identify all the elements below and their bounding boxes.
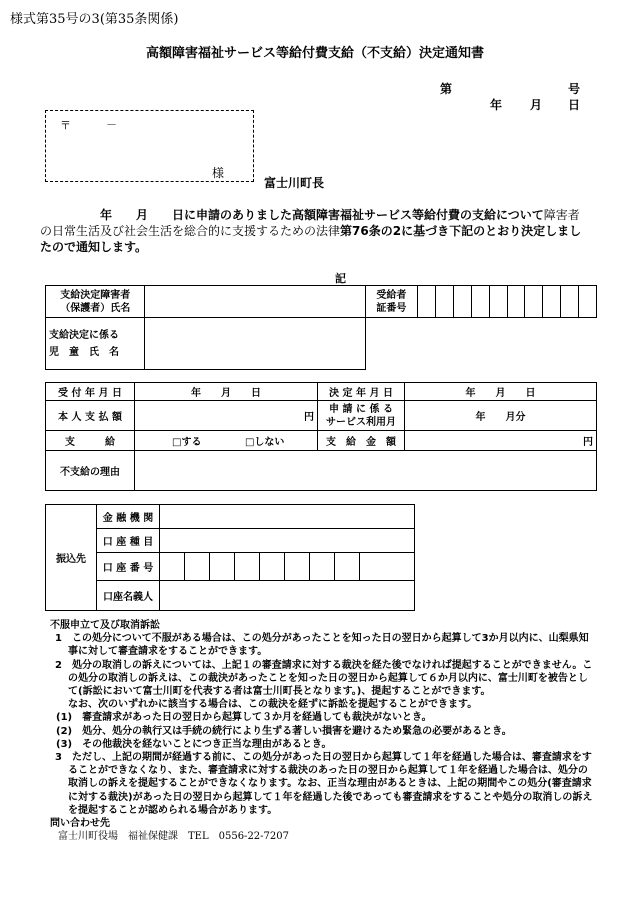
- date-day: 日: [567, 98, 580, 112]
- recipient-name-cell[interactable]: [145, 286, 365, 318]
- honorific: 様: [212, 166, 225, 180]
- account-digit[interactable]: [210, 553, 235, 581]
- received-date-value[interactable]: 年 月 日: [135, 383, 318, 401]
- child-name-cell[interactable]: [145, 318, 365, 370]
- account-digit[interactable]: [235, 553, 260, 581]
- cert-digit[interactable]: [579, 286, 597, 318]
- child-label-line1: 支給決定に係る: [49, 329, 119, 341]
- date-year: 年: [490, 98, 503, 112]
- payment-options: [135, 431, 318, 451]
- address-window: [45, 110, 254, 182]
- decision-date-value[interactable]: 年 月 日: [405, 383, 597, 401]
- account-digit[interactable]: [310, 553, 335, 581]
- self-pay-value[interactable]: [135, 401, 318, 431]
- date-month: 月: [530, 98, 543, 112]
- cert-digit[interactable]: [507, 286, 525, 318]
- received-date-label: 受 付 年 月 日: [46, 383, 135, 401]
- recipient-table: [45, 285, 597, 370]
- cert-digit[interactable]: [471, 286, 489, 318]
- service-month-label-line2: サービス利用月: [326, 416, 396, 428]
- recipient-label-line1: 支給決定障害者: [60, 289, 131, 301]
- payment-amount-value[interactable]: [405, 431, 597, 451]
- cert-digit[interactable]: [436, 286, 454, 318]
- payment-amount-label: 支 給 金 額: [318, 431, 405, 451]
- decision-table: [45, 382, 597, 491]
- sub-note-1: (1) 審査請求があった日の翌日から起算して３か月を経過しても裁決がないとき。: [56, 712, 432, 724]
- reason-label: 不支給の理由: [46, 451, 135, 491]
- cert-label-line2: 証番号: [376, 302, 407, 314]
- doc-number-suffix: 号: [567, 82, 580, 96]
- notice-body: [40, 207, 585, 255]
- recipient-label: [46, 286, 145, 318]
- cert-digit[interactable]: [543, 286, 561, 318]
- cert-label: [365, 286, 418, 318]
- account-extra: [360, 553, 415, 581]
- cert-digit[interactable]: [418, 286, 436, 318]
- account-holder-value[interactable]: [160, 581, 415, 611]
- service-month-value[interactable]: 年 月分: [405, 401, 597, 431]
- reason-value[interactable]: [135, 451, 597, 491]
- yen-unit: 円: [304, 412, 314, 423]
- service-month-label-line1: 申 請 に 係 る: [329, 403, 393, 415]
- bank-label: 金 融 機 関: [97, 505, 160, 529]
- account-number-label: 口 座 番 号: [97, 553, 160, 581]
- sub-note-3: (3) その他裁決を経ないことにつき正当な理由があるとき。: [56, 738, 332, 750]
- form-number: 様式第35号の3(第35条関係): [10, 12, 179, 27]
- doc-number-prefix: 第: [440, 82, 453, 96]
- cert-digit[interactable]: [561, 286, 579, 318]
- decision-date-label: 決 定 年 月 日: [318, 383, 405, 401]
- contact-heading: 問い合わせ先: [50, 818, 110, 830]
- ki-heading: 記: [335, 272, 346, 285]
- transfer-label: 振込先: [46, 505, 97, 611]
- document-title: 高額障害福祉サービス等給付費支給（不支給）決定通知書: [145, 46, 484, 61]
- service-month-label: [318, 401, 405, 431]
- sub-note-2: (2) 処分、処分の執行又は手続の続行により生ずる著しい損害を避けるため緊急の必要があるとき。: [56, 725, 512, 737]
- note-1: 1 この処分について不服がある場合は、この処分があったことを知った日の翌日から起算して3か月以内に、山梨県知事に対して審査請求をすることができます。: [55, 633, 589, 658]
- account-digit[interactable]: [335, 553, 360, 581]
- sender-name: 富士川町長: [264, 176, 325, 190]
- bank-value[interactable]: [160, 505, 415, 529]
- cert-digit[interactable]: [489, 286, 507, 318]
- note-2b: なお、次のいずれかに該当する場合は、この裁決を経ずに訴訟を提起することができます。: [68, 699, 478, 711]
- self-pay-label: 本 人 支 払 額: [46, 401, 135, 431]
- child-label-line2: 児 童 氏 名: [49, 346, 119, 358]
- payment-label: 支 給: [46, 431, 135, 451]
- note-3: 3 ただし、上記の期間が経過する前に、この処分があった日の翌日から起算して１年を経過した場合は、審査請求をすることができなくなり、また、審査請求に対する裁決のあった日の翌日から起算して１年を経過した場合は、処分の取消しの訴えを提起することができなくなります。なお、正当な理由があるときは、上記の期間やこの処分(審査請求に対する裁決)があった日の翌日から起算して１年を経過した後であっても審査請求をすることや処分の取消しの訴えを提起することが認められる場合があります。: [55, 752, 593, 816]
- body-part-1: 年 月 日に申請のありました高額障害福祉サービス等給付費の支給について: [100, 208, 544, 222]
- option-yes-checkbox[interactable]: □する: [172, 437, 202, 448]
- option-no-checkbox[interactable]: □しない: [244, 437, 285, 448]
- body-part-3: 第76条の2に基づき下記のとおり決定しましたので通知します。: [40, 224, 582, 254]
- child-label: [46, 318, 145, 370]
- contact-info: 富士川町役場 福祉保健課 TEL 0556-22-7207: [58, 831, 289, 843]
- account-digit[interactable]: [185, 553, 210, 581]
- postal-mark: 〒: [60, 119, 71, 132]
- account-digit[interactable]: [260, 553, 285, 581]
- cert-digit[interactable]: [525, 286, 543, 318]
- account-type-label: 口 座 種 目: [97, 529, 160, 553]
- postal-dash: －: [106, 118, 117, 131]
- yen-unit: 円: [583, 437, 593, 448]
- account-type-value[interactable]: [160, 529, 415, 553]
- cert-digit[interactable]: [453, 286, 471, 318]
- document-number: [440, 80, 580, 97]
- note-2: 2 処分の取消しの訴えについては、上記１の審査請求に対する裁決を経た後でなければ提起することができません。この処分の取消しの訴えは、この裁決があったことを知った日の翌日から起算して６か月以内に、富士川町を被告として(訴訟において富士川町を代表する者は富士川町長となります。)、提起することができます。: [55, 659, 593, 698]
- appeal-notes: [50, 619, 595, 843]
- account-holder-label: 口座名義人: [97, 581, 160, 611]
- recipient-label-line2: （保護者）氏名: [60, 302, 131, 314]
- transfer-table: [45, 504, 415, 611]
- body-part-2: 障害者の日常生活及び社会生活を総合的に支援するための法律: [40, 208, 580, 238]
- account-digit[interactable]: [285, 553, 310, 581]
- notes-heading: 不服申立て及び取消訴訟: [50, 620, 160, 631]
- account-digit[interactable]: [160, 553, 185, 581]
- cert-label-line1: 受給者: [376, 289, 407, 301]
